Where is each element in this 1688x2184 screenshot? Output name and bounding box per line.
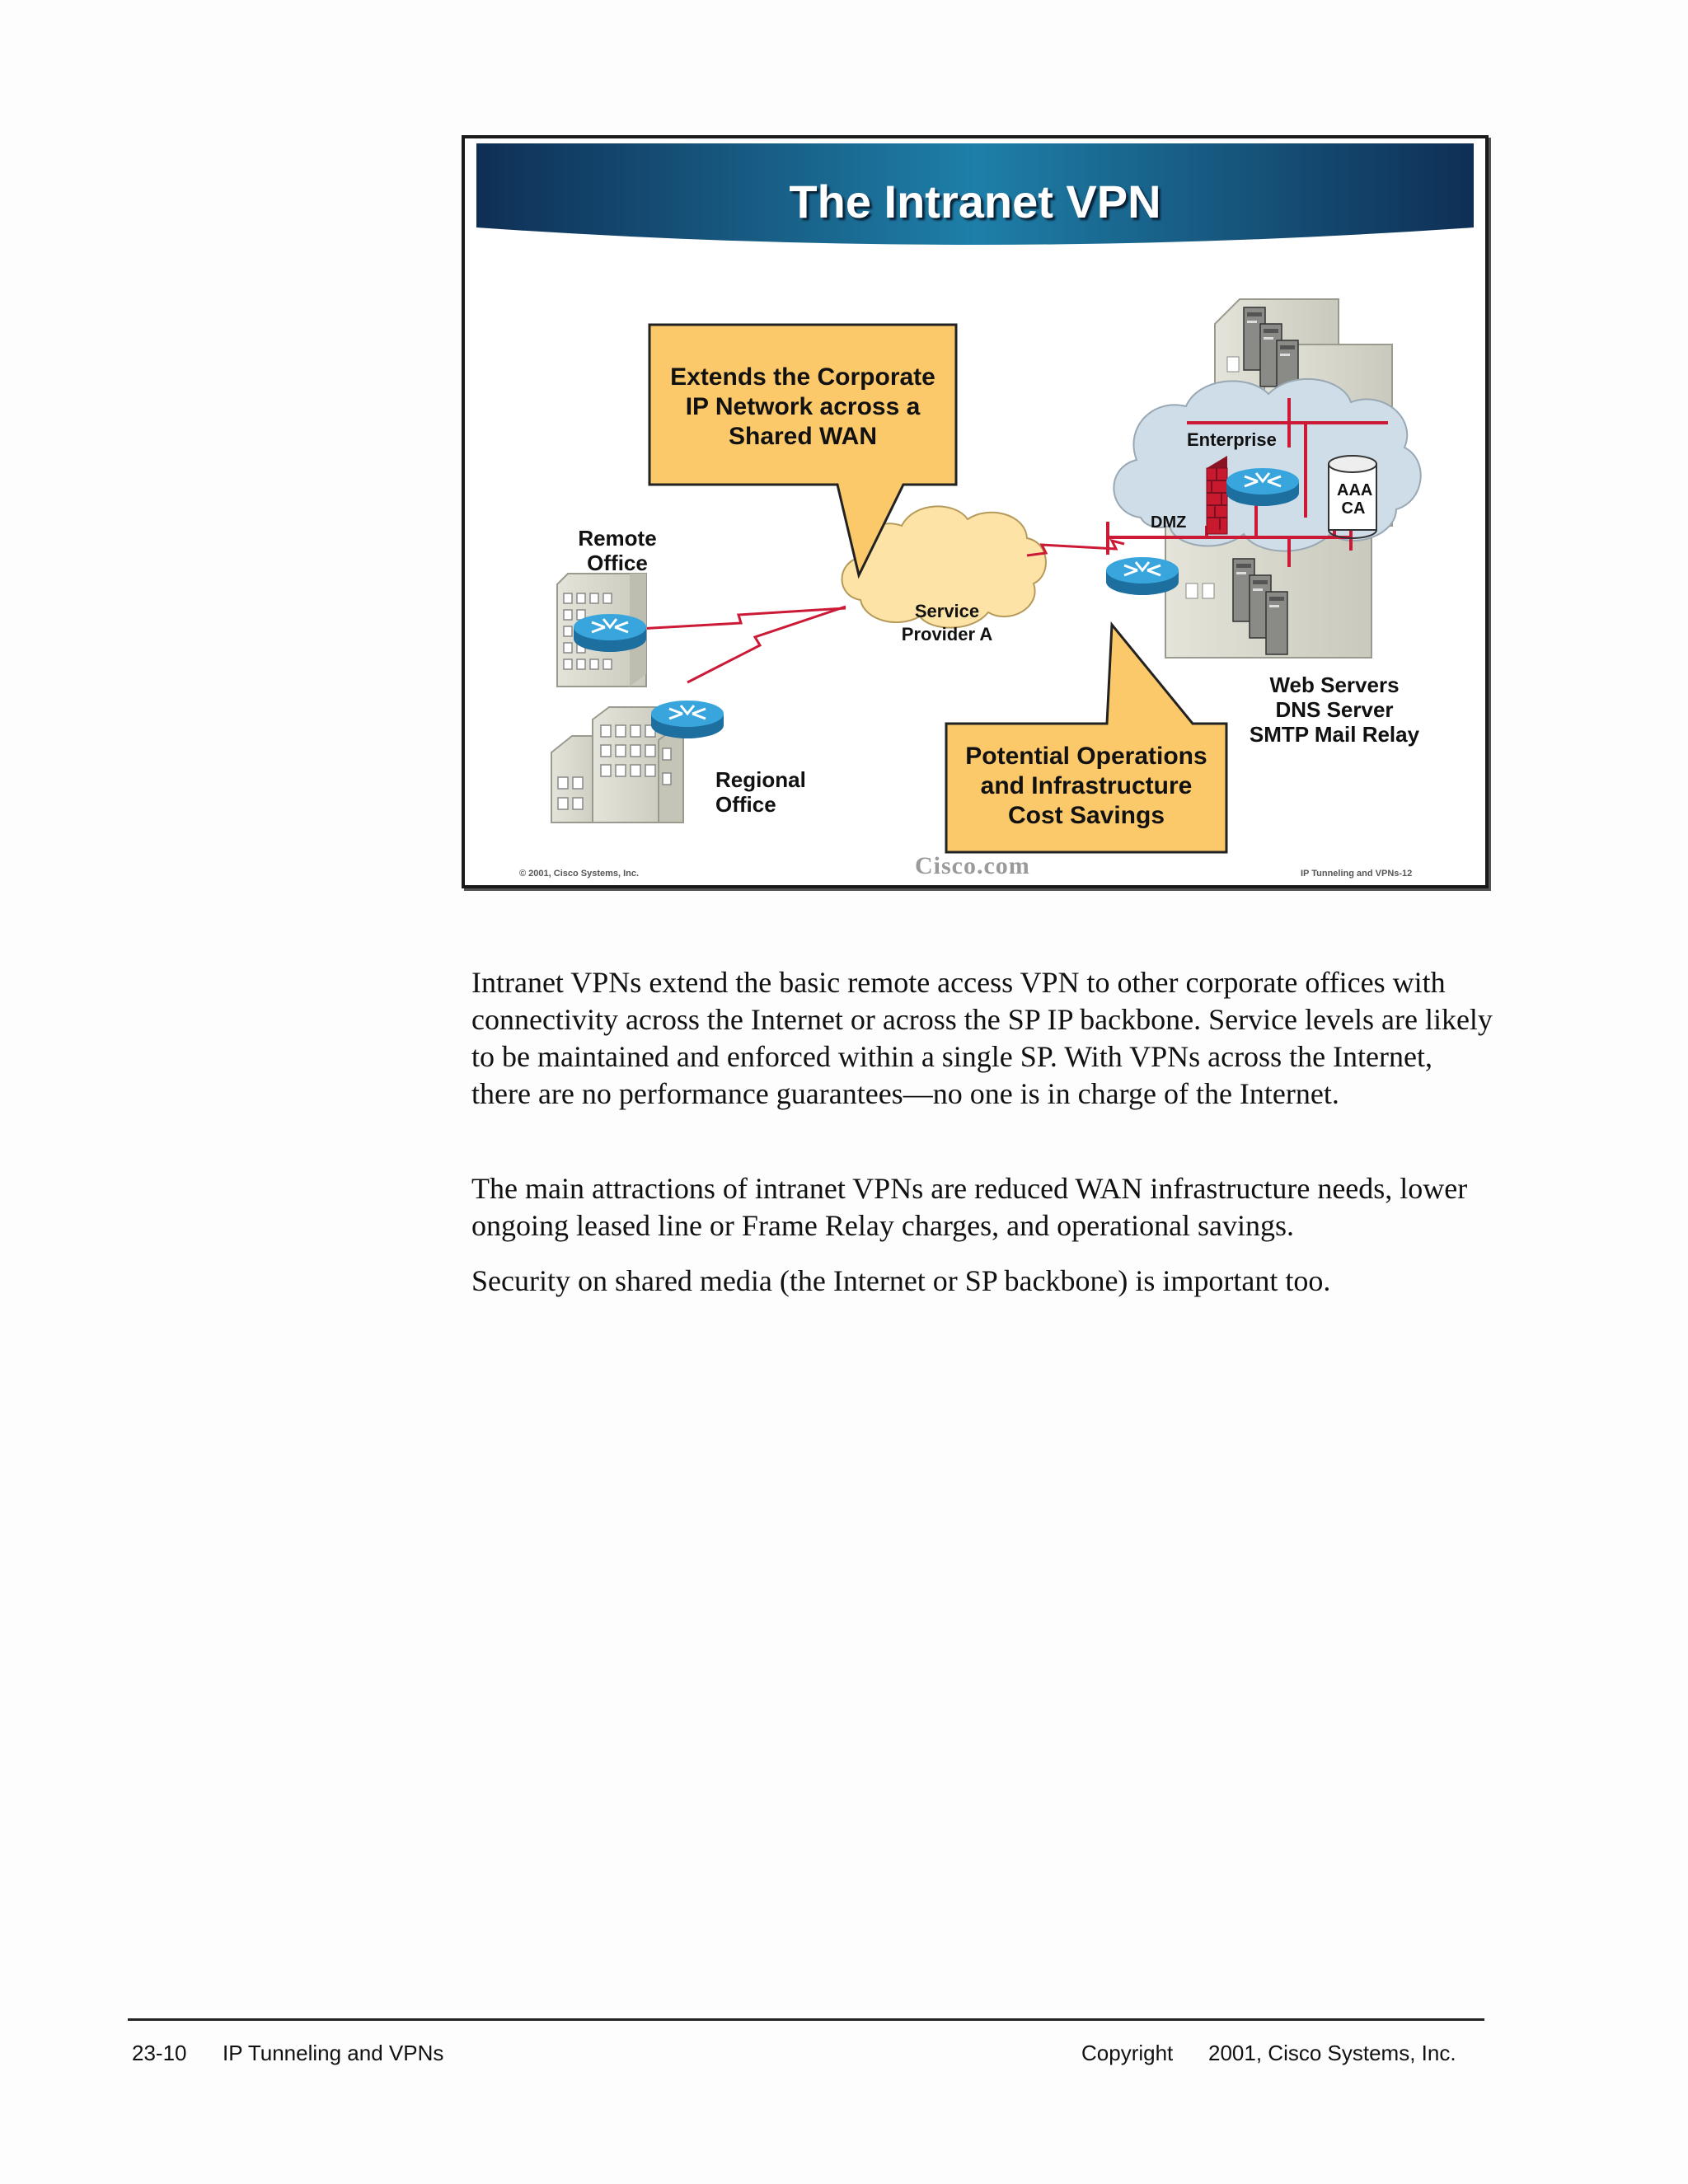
cisco-logo: Cisco.com (915, 852, 1030, 879)
edge-router-icon (1106, 557, 1179, 595)
regional-office-label (715, 767, 806, 817)
regional-office-line: Regional (715, 767, 806, 792)
callout-bottom-line: Potential Operations (965, 743, 1207, 770)
page-number: 23-10 (132, 2041, 187, 2065)
dmz-label: DMZ (1151, 513, 1187, 532)
body-paragraph: The main attractions of intranet VPNs are reduced WAN infrastructure needs, lower ongoing leased line or Frame Relay charges, and operational savings. (471, 1172, 1468, 1242)
service-provider-line: Provider A (901, 624, 993, 644)
slide-id: IP Tunneling and VPNs-12 (1301, 869, 1413, 879)
slide-figure (462, 135, 1489, 888)
body-paragraph: Security on shared media (the Internet or SP backbone) is important too. (471, 1264, 1331, 1297)
regional-router-icon (651, 701, 724, 738)
service-provider-label (860, 600, 1034, 646)
callout-top-line: Shared WAN (728, 423, 878, 450)
servers-line: DNS Server (1275, 697, 1394, 722)
ca-label: CA (1341, 499, 1366, 518)
callout-bottom-text (946, 742, 1226, 831)
remote-office-line: Office (587, 551, 648, 575)
remote-office-label (556, 526, 679, 575)
slide-copyright: © 2001, Cisco Systems, Inc. (519, 869, 640, 879)
callout-bottom-line: and Infrastructure (980, 772, 1193, 799)
firewall-icon (1207, 456, 1227, 534)
aaa-ca-label (1337, 481, 1373, 518)
remote-office-line: Remote (578, 526, 657, 551)
servers-line: SMTP Mail Relay (1249, 722, 1420, 747)
slide-title: The Intranet VPN (789, 176, 1161, 227)
footer-rule (128, 2018, 1484, 2021)
servers-label (1231, 673, 1437, 747)
footer-section: IP Tunneling and VPNs (223, 2041, 444, 2065)
callout-top-text (649, 363, 956, 452)
callout-top-line: Extends the Corporate (670, 363, 935, 391)
enterprise-label: Enterprise (1187, 429, 1277, 450)
servers-line: Web Servers (1269, 673, 1400, 697)
enterprise-router-icon (1226, 468, 1299, 506)
service-provider-line: Service (914, 601, 980, 621)
footer-copyright-label: Copyright (1081, 2041, 1174, 2065)
callout-top-line: IP Network across a (685, 393, 921, 420)
body-paragraph: Intranet VPNs extend the basic remote access VPN to other corporate offices with connectivity across the Internet or across the SP IP backbone. Service levels are likely to be maintained and enforced within a single SP. With VPNs across the Internet, there are no performance guarantees—no one is in charge of the Internet. (471, 966, 1493, 1110)
callout-bottom-line: Cost Savings (1007, 802, 1165, 829)
aaa-label: AAA (1337, 481, 1373, 499)
remote-router-icon (574, 614, 646, 652)
regional-office-line: Office (715, 792, 776, 817)
footer-copyright-text: 2001, Cisco Systems, Inc. (1208, 2041, 1456, 2065)
